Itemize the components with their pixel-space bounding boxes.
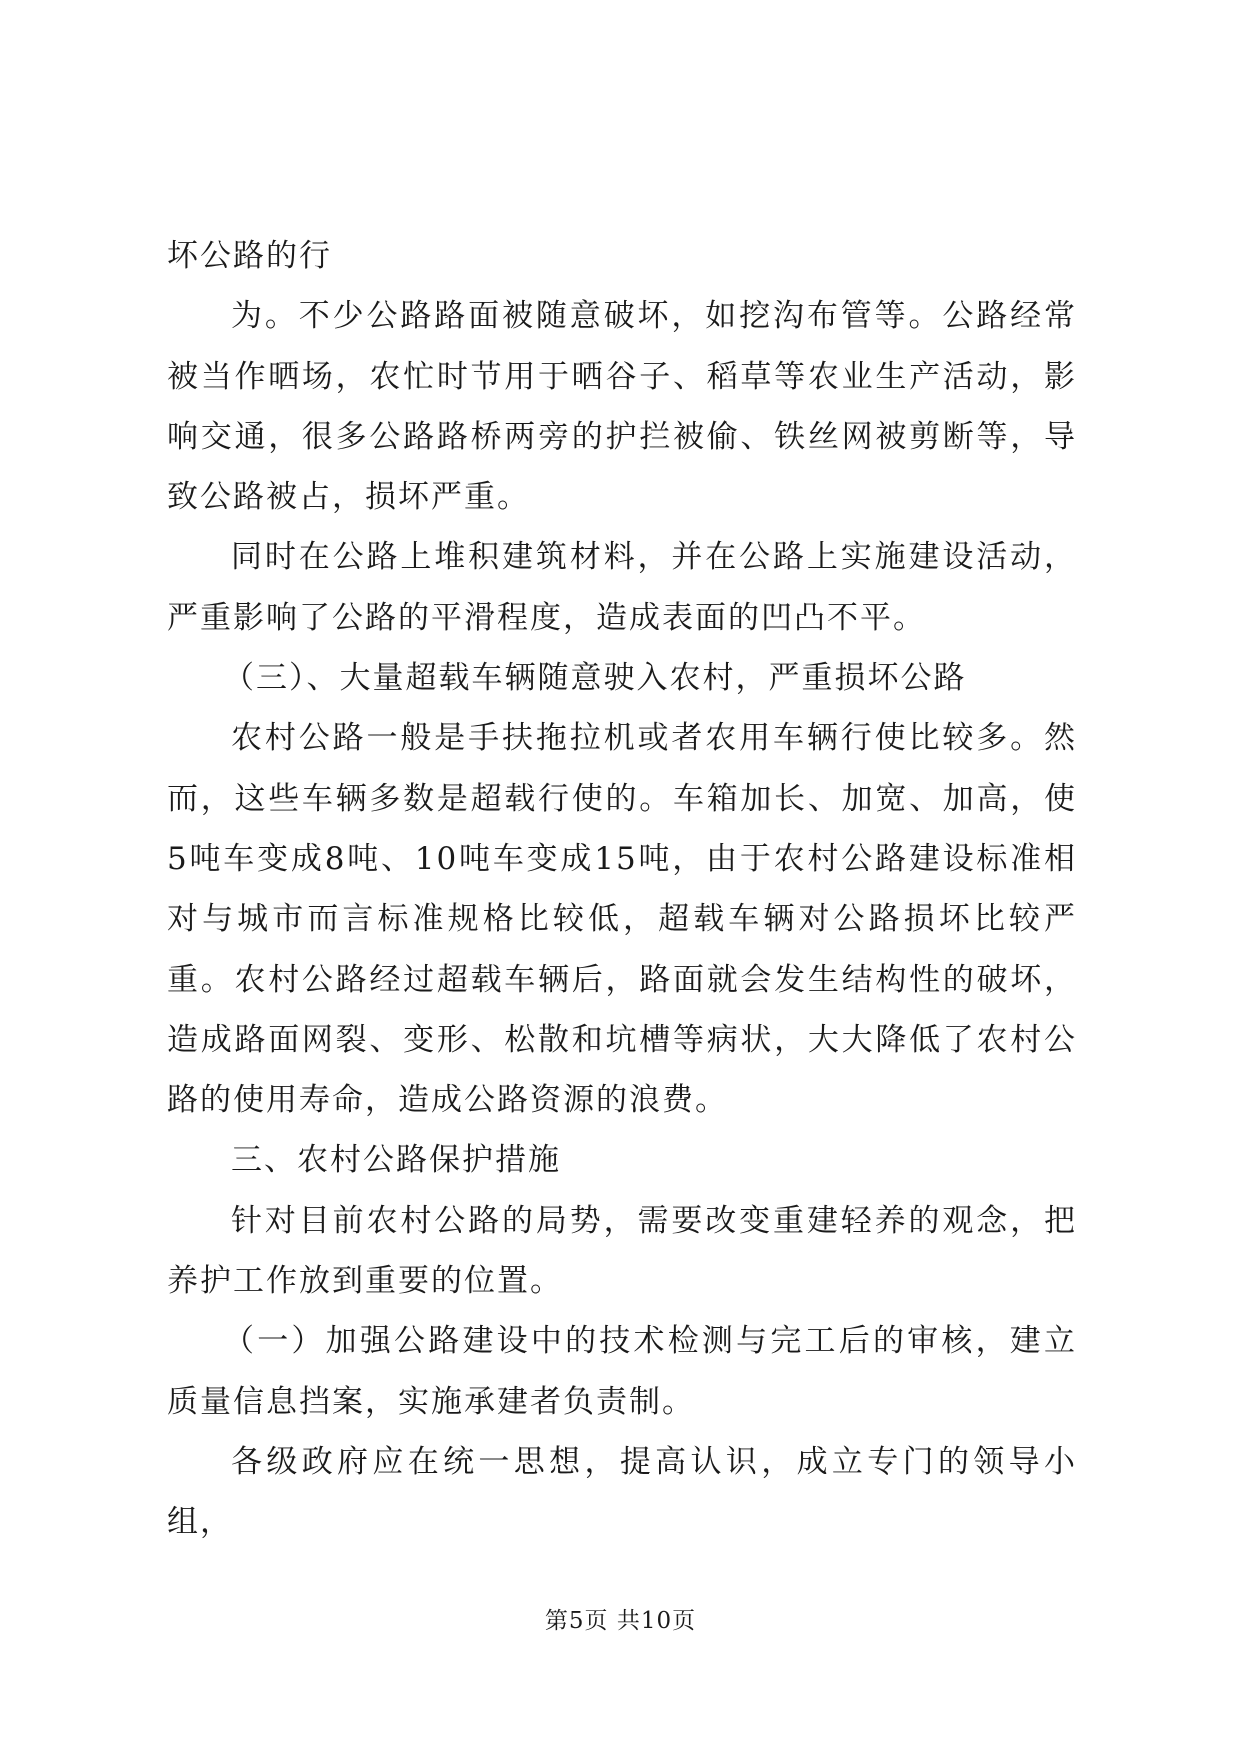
subheading-quality-inspection: （一）加强公路建设中的技术检测与完工后的审核，建立质量信息挡案，实施承建者负责制。: [167, 1323, 1077, 1420]
paragraph-overloaded-vehicles: 农村公路一般是手扶拖拉机或者农用车辆行使比较多。然而，这些车辆多数是超载行使的。车箱加长、加宽、加高，使5吨车变成8吨、10吨车变成15吨，由于农村公路建设标准相对与城市而言标准规格比较低，超载车辆对公路损坏比较严重。农村公路经过超载车辆后，路面就会发生结构性的破坏，造成路面网裂、变形、松散和坑槽等病状，大大降低了农村公路的使用寿命，造成公路资源的浪费。: [167, 720, 1077, 1119]
paragraph-continued: 坏公路的行: [167, 238, 332, 274]
paragraph-construction-materials: 同时在公路上堆积建筑材料，并在公路上实施建设活动，严重影响了公路的平滑程度，造成表面的凹凸不平。: [167, 539, 1077, 636]
document-body: [167, 226, 1077, 1553]
paragraph-government-leadership: 各级政府应在统一思想，提高认识，成立专门的领导小组，: [167, 1443, 1077, 1541]
paragraph-maintenance-concept: 针对目前农村公路的局势，需要改变重建轻养的观念，把养护工作放到重要的位置。: [167, 1202, 1077, 1300]
subheading-overloaded-vehicles: （三）、大量超载车辆随意驶入农村，严重损坏公路: [223, 660, 967, 697]
page-number-footer: 第5页 共10页: [544, 1608, 697, 1634]
section-heading-protection-measures: 三、农村公路保护措施: [231, 1142, 561, 1179]
paragraph-road-damage: 为。不少公路路面被随意破坏，如挖沟布管等。公路经常被当作晒场，农忙时节用于晒谷子、稻草等农业生产活动，影响交通，很多公路路桥两旁的护拦被偷、铁丝网被剪断等，导致公路被占，损坏严重。: [167, 298, 1077, 516]
